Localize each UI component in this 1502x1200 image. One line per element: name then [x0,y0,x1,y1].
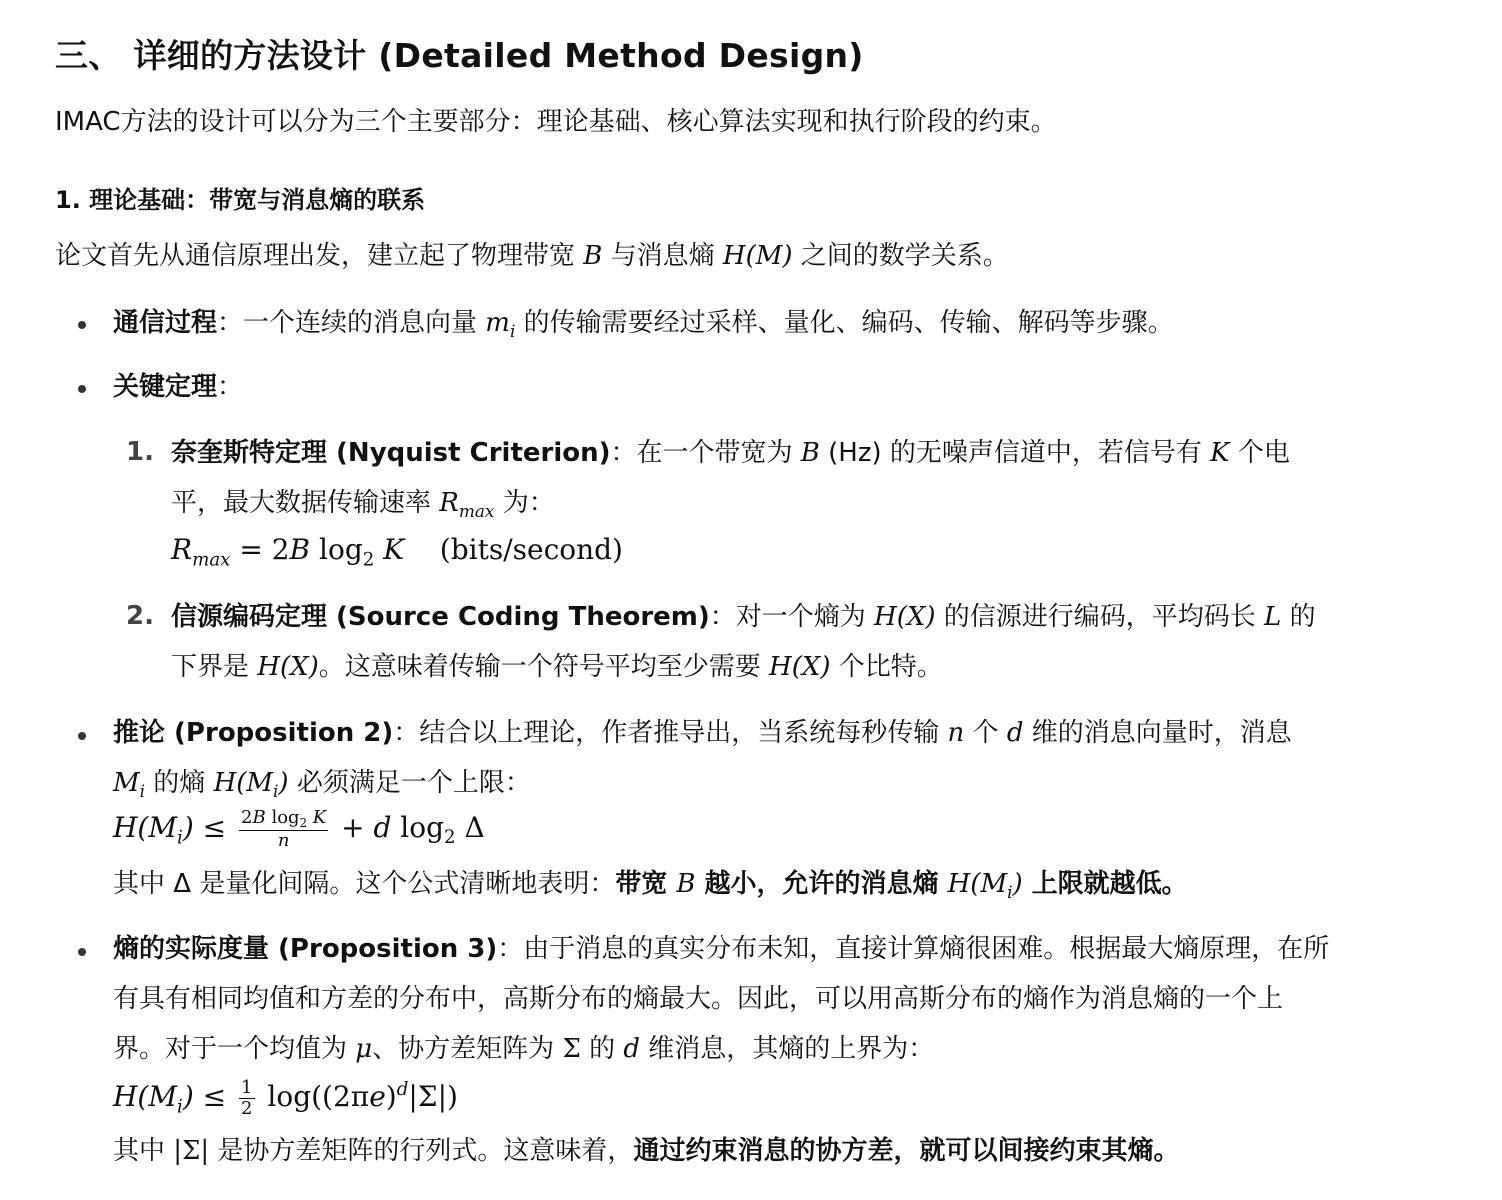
section1-intro: 论文首先从通信原理出发，建立起了物理带宽 B 与消息熵 H(M) 之间的数学关系。 [55,241,1009,271]
bullet-key-theorems: 关键定理： [113,372,244,402]
intro-paragraph: IMAC方法的设计可以分为三个主要部分：理论基础、核心算法实现和执行阶段的约束。 [55,107,1057,137]
nyquist-formula: $R_{max} = 2B$ $\log_2 K$ (bits/second) [171,533,623,571]
bullet-communication: 通信过程：一个连续的消息向量 $m_i$ 的传输需要经过采样、量化、编码、传输、解码等步骤。 [113,308,1174,341]
list-number: 2. [126,601,154,631]
theorem-nyquist-line1: 奈奎斯特定理 (Nyquist Criterion)：在一个带宽为 B (Hz) 的无噪声信道中，若信号有 K 个电 [171,438,1290,468]
bullet-prop3-line2: 有具有相同均值和方差的分布中，高斯分布的熵最大。因此，可以用高斯分布的熵作为消息熵的一个上 [113,984,1284,1014]
section-heading: 三、 详细的方法设计 (Detailed Method Design) [55,36,864,75]
bullet-dot [78,948,86,956]
theorem-source-line1: 信源编码定理 (Source Coding Theorem)：对一个熵为 H(X) 的信源进行编码，平均码长 L 的 [171,602,1316,632]
bullet-prop2-line1: 推论 (Proposition 2)：结合以上理论，作者推导出，当系统每秒传输 n 个 d 维的消息向量时，消息 [113,718,1292,748]
theorem-nyquist-line2: 平，最大数据传输速率 $R_{max}$ 为： [171,488,555,521]
prop2-formula: $H(M_i)$ ≤ $\frac{2B \log_2 K}{n}$ + d $\log_2 \Delta$ [113,807,485,851]
bullet-prop3-line3: 界。对于一个均值为 μ、协方差矩阵为 Σ 的 d 维消息，其熵的上界为： [113,1034,935,1064]
list-number: 1. [126,437,154,467]
bullet-prop2-line2: $M_i$ 的熵 $H(M_i)$ 必须满足一个上限： [113,768,531,801]
bullet-dot [78,385,86,393]
subsection-title: 1. 理论基础：带宽与消息熵的联系 [55,186,426,214]
theorem-source-line2: 下界是 H(X)。这意味着传输一个符号平均至少需要 H(X) 个比特。 [171,652,943,682]
bullet-prop2-line4: 其中 Δ 是量化间隔。这个公式清晰地表明：带宽 B 越小，允许的消息熵 $H(M_i)$ 上限就越低。 [113,869,1188,902]
bullet-dot [78,732,86,740]
bullet-dot [78,321,86,329]
bullet-prop3-line5: 其中 |Σ| 是协方差矩阵的行列式。这意味着，通过约束消息的协方差，就可以间接约束其熵。 [113,1136,1180,1166]
bullet-prop3-line1: 熵的实际度量 (Proposition 3)：由于消息的真实分布未知，直接计算熵很困难。根据最大熵原理，在所 [113,934,1330,964]
prop3-formula: $H(M_i)$ ≤ $\frac{1}{2}$ $\log((2\pi e)^d|\Sigma|)$ [113,1077,458,1119]
